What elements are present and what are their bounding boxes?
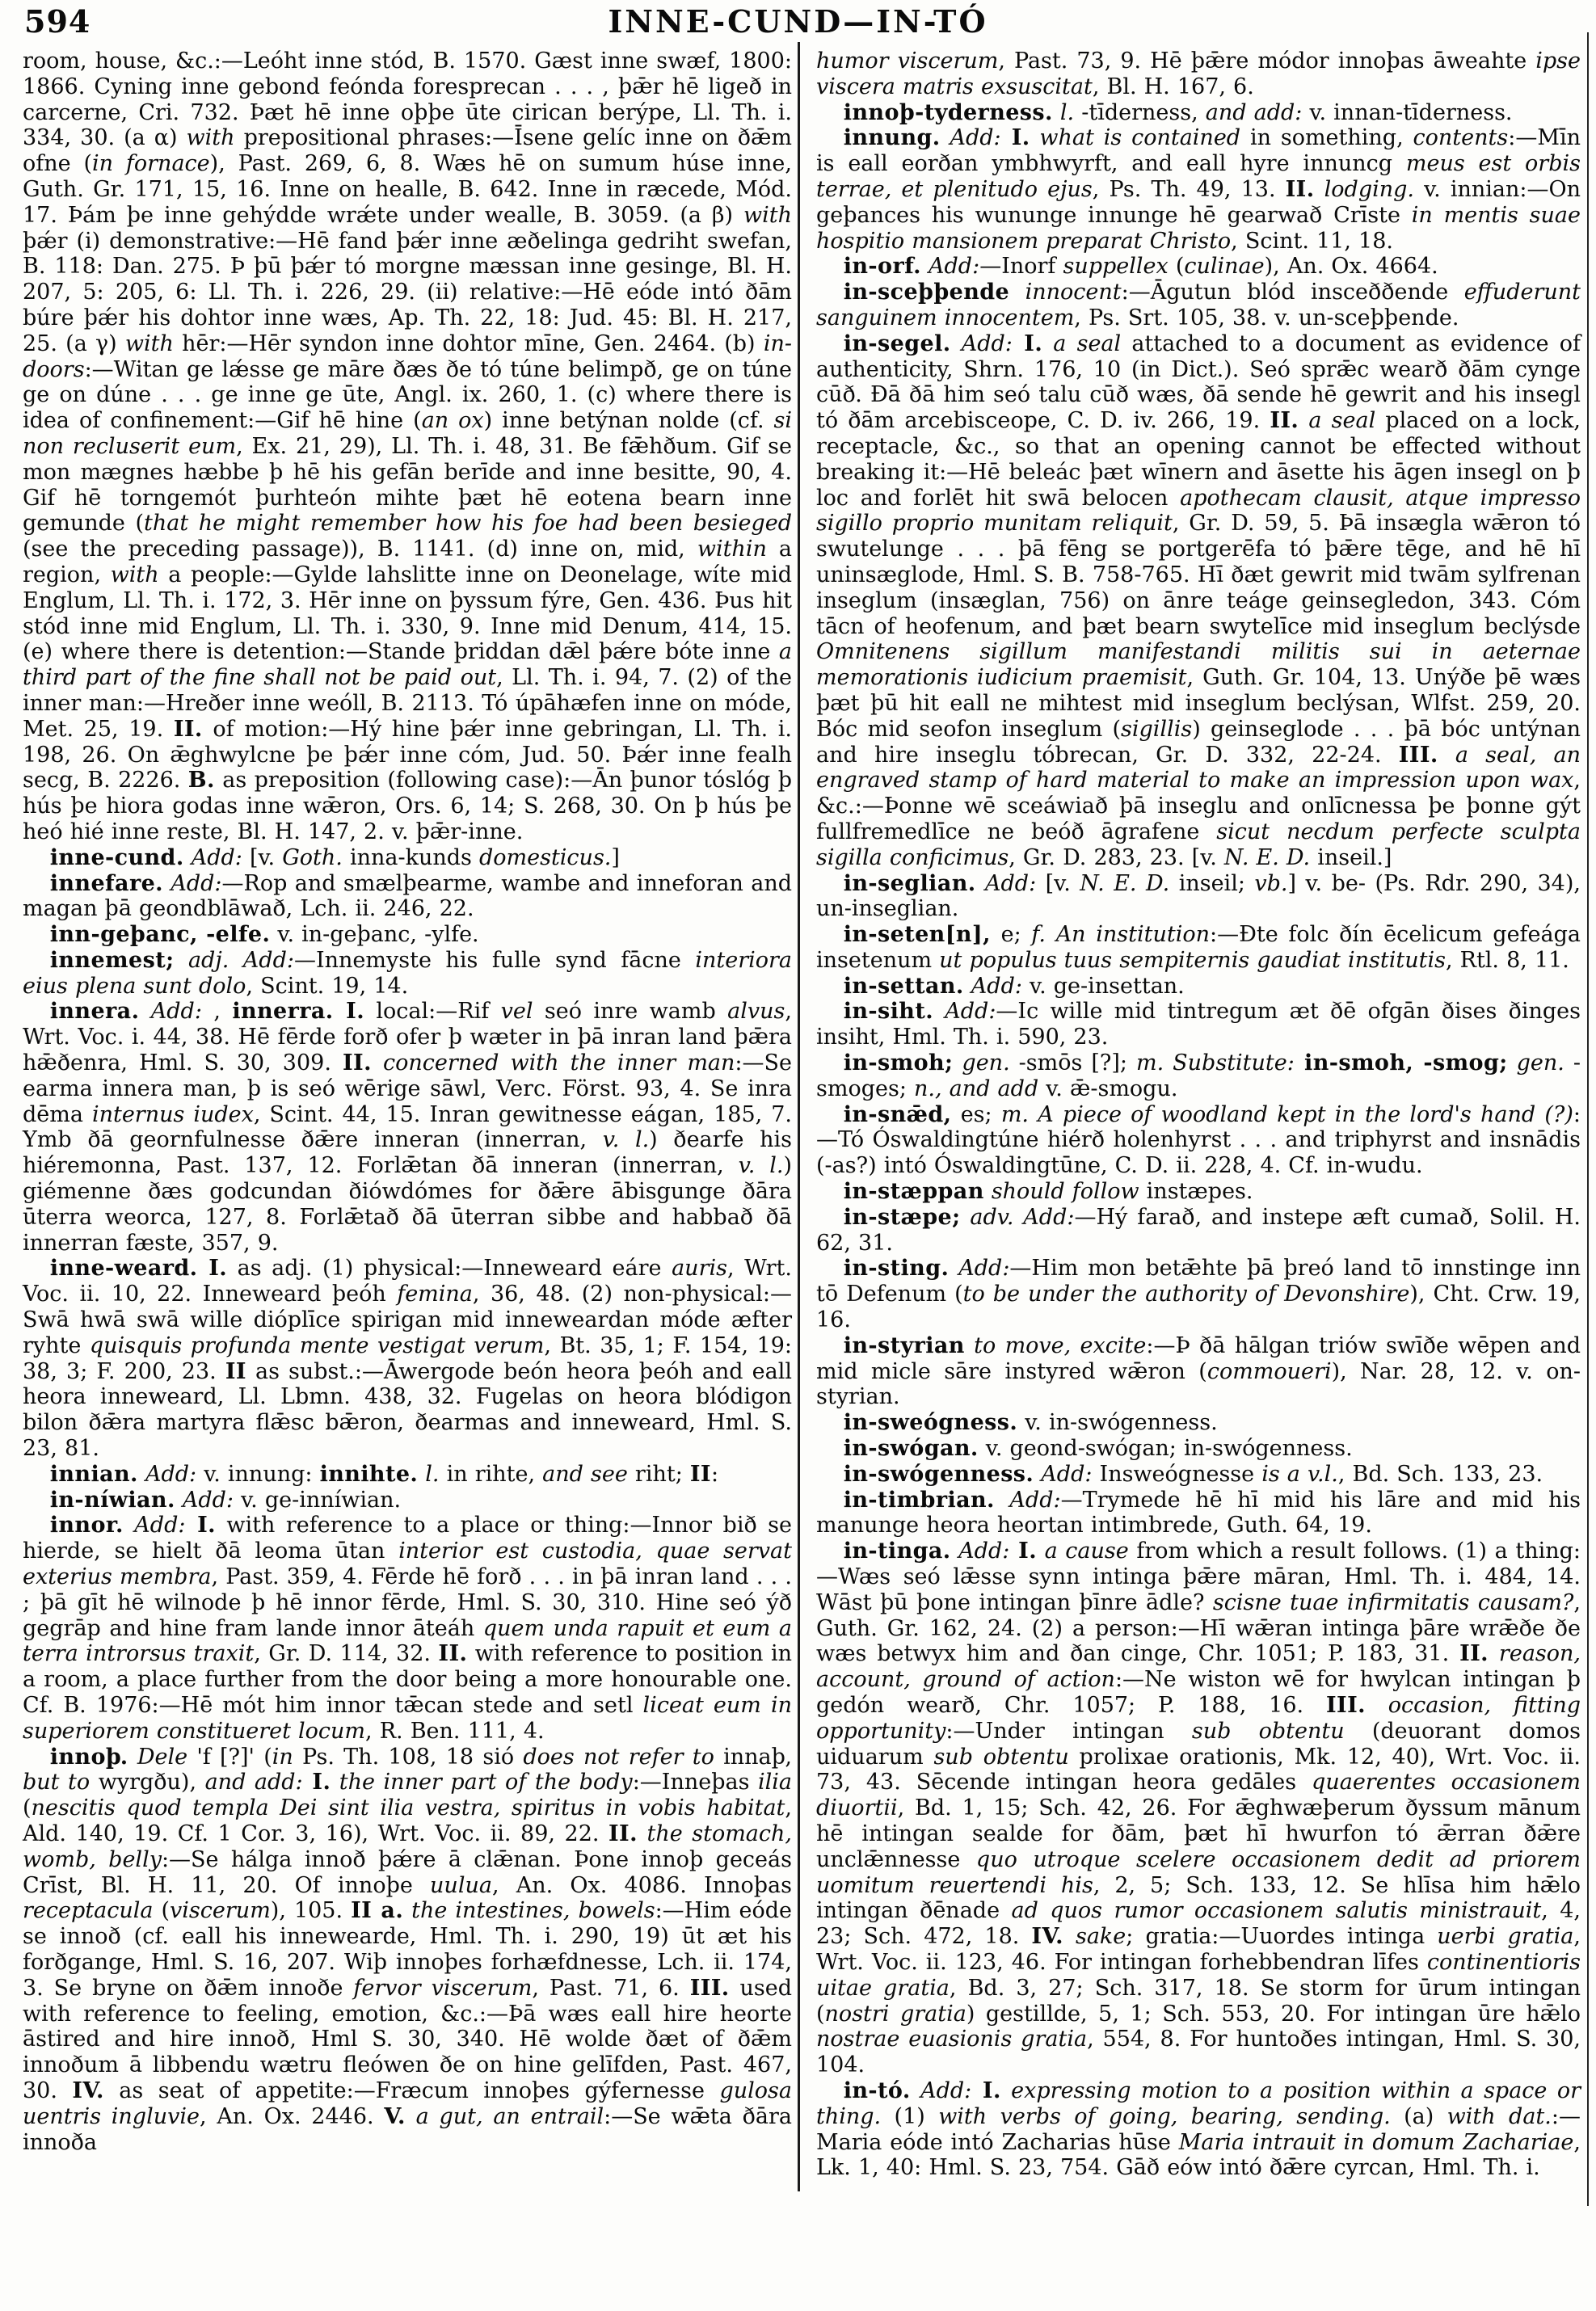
- dictionary-entry: in-styrian to move, excite:—Þ ðā hālgan triów swīðe wēpen and mid micle sāre instyred wǣron (commoueri), Nar. 28, 12. v. on-styrian.: [816, 1332, 1581, 1410]
- italic-run: and see: [542, 1461, 628, 1487]
- bold-run: in-settan.: [843, 973, 964, 999]
- italic-run: sigillis: [1121, 716, 1193, 742]
- dictionary-entry: in-swógenness. Add: Insweógnesse is a v.l., Bd. Sch. 133, 23.: [843, 1461, 1543, 1487]
- bold-run: II.: [438, 1641, 468, 1667]
- italic-run: a seal: [1042, 330, 1122, 356]
- left-column: [23, 48, 792, 2155]
- continuation-paragraph: room, house, &c.:—Leóht inne stód, B. 1570. Gæst inne swæf, 1800: 1866. Cyning inne gebond feónda foresprecan . . . , þǣr hē ligeð in carcerne, Cri. 732. Þæt hē inne oþþe ūte cirican berýpe, Ll. Th. i. 334, 30. (a α) with prepositional phrases:—Īsene gelíc inne on ðǣm ofne (in fornace), Past. 269, 6, 8. Wæs hē on sumum húse inne, Guth. Gr. 171, 15, 16. Inne on healle, B. 642. Inne in ræcede, Mód. 17. Þám þe inne gehýdde wrǽte under wealle, B. 3059. (a β) with þǽr (i) demonstrative:—Hē fand þǽr inne æðelinga gedriht swefan, B. 118: Dan. 275. Þ þū þǽr tó morgne mæssan inne gesinge, Bl. H. 207, 5: 205, 6: Ll. Th. i. 226, 29. (ii) relative:—Hē eóde intó ðām búre þǽr his dohtor inne wæs, Ap. Th. 22, 18: Jud. 45: Bl. H. 217, 25. (a γ) with hēr:—Hēr syndon inne dohtor mīne, Gen. 2464. (b) in-doors:—Witan ge lǽsse ge māre ðæs ðe tó túne belimpð, ge on túne ge on dúne . . . ge inne ge ūte, Angl. ix. 260, 1. (c) where there is idea of confinement:—Gif hē hine (an ox) inne betýnan nolde (cf. si non recluserit eum, Ex. 21, 29), Ll. Th. i. 48, 31. Be fǣhðum. Gif se mon mægnes hæbbe þ hē his gefān berīde and inne besitte, 90, 4. Gif hē torngemót þurhteón mihte þæt hē eotena bearn inne gemunde (that he might remember how his foe had been besieged (see the preceding passage)), B. 1141. (d) inne on, mid, within a region, with a people:—Gylde lahslitte inne on Deonelage, wíte mid Englum, Ll. Th. i. 172, 3. Hēr inne on þyssum fýre, Gen. 436. Þus hit stód inne mid Englum, Ll. Th. i. 330, 9. Inne mid Denum, 414, 15. (e) where there is detention:—Stande þriddan dǣl þǽre bóte inne a third part of the fine shall not be paid out, Ll. Th. i. 94, 7. (2) of the inner man:—Hreðer inne weóll, B. 2113. Tó úpāhæfen inne on móde, Met. 25, 19. II. of motion:—Hý hine þǽr inne gebringan, Ll. Th. i. 198, 26. On ǣghwylcne þe þǽr inne cóm, Jud. 50. Þǽr inne fealh secg, B. 2226. B. as preposition (following case):—Ān þunor tóslóg þ hús þe hiora godas inne wǣron, Ors. 6, 14; S. 268, 30. On þ hús þe heó hié inne reste, Bl. H. 147, 2. v. þǣr-inne.: [23, 48, 793, 844]
- italic-run: with: [186, 125, 235, 151]
- bold-run: in-siht.: [843, 999, 934, 1025]
- italic-run: fervor viscerum: [353, 1975, 533, 2001]
- dictionary-entry: in-swógan. v. geond-swógan; in-swógenness.: [843, 1436, 1353, 1462]
- italic-run: Add:: [975, 870, 1037, 896]
- italic-run: Add:: [933, 999, 996, 1025]
- bold-run: I.: [302, 1770, 331, 1795]
- bold-run: innemest;: [49, 947, 175, 973]
- italic-run: n., and add: [914, 1076, 1039, 1101]
- dictionary-entry: in-timbrian. Add:—Trymede hē hī mid his lāre and mid his manunge heora heortan intimbrede, Guth. 64, 19.: [816, 1487, 1581, 1539]
- italic-run: Omnitenens sigillum manifestandi militis sui in aeternae memorationis iudicium praemisit: [816, 639, 1581, 691]
- italic-run: l.: [418, 1461, 440, 1487]
- dictionary-entry: in-sweógness. v. in-swógenness.: [843, 1410, 1218, 1436]
- italic-run: ilia: [757, 1770, 792, 1795]
- italic-run: meus est orbis terrae, et plenitudo ejus: [816, 151, 1581, 202]
- italic-run: adv. Add:: [960, 1204, 1075, 1230]
- bold-run: in-swógenness.: [843, 1461, 1034, 1487]
- bold-run: I.: [197, 1256, 228, 1282]
- dictionary-entry: in-settan. Add: v. ge-insettan.: [843, 973, 1185, 999]
- italic-run: receptacula: [23, 1898, 154, 1924]
- italic-run: auris: [672, 1256, 727, 1282]
- bold-run: in-níwian.: [49, 1487, 175, 1513]
- italic-run: uerbi gratia: [1437, 1924, 1574, 1950]
- bold-run: I.: [1009, 1539, 1037, 1564]
- italic-run: should follow: [983, 1179, 1139, 1205]
- bold-run: in-sceþþende: [843, 280, 1010, 305]
- italic-run: is a v.l.: [1261, 1461, 1338, 1487]
- bold-run: in-smoh;: [843, 1050, 954, 1076]
- bold-run: I.: [971, 2077, 1001, 2103]
- italic-run: the intestines, bowels: [403, 1898, 655, 1924]
- dictionary-entry: in-orf. Add:—Inorf suppellex (culinae), An. Ox. 4664.: [843, 254, 1438, 280]
- italic-run: lodging.: [1314, 176, 1414, 202]
- italic-run: commoueri: [1206, 1358, 1332, 1384]
- italic-run: Maria intrauit in domum Zachariae: [1178, 2129, 1574, 2155]
- dictionary-entry: in-sting. Add:—Him mon betǣhte þā þreó land tō innstinge inn tō Defenum (to be under the authority of Devonshire), Cht. Crw. 19, 16.: [816, 1256, 1581, 1333]
- italic-run: Goth.: [282, 844, 343, 870]
- italic-run: Add:: [183, 844, 242, 870]
- italic-run: v. l.: [602, 1127, 650, 1153]
- italic-run: with dat.: [1447, 2103, 1552, 2129]
- dictionary-entry: in-stæppan should follow instæpes.: [843, 1179, 1253, 1205]
- italic-run: apothecam clausit, atque impresso sigillo proprio munitam reliquit: [816, 485, 1581, 537]
- italic-run: N. E. D.: [1223, 844, 1311, 870]
- dictionary-entry: innera. Add: , innerra. I. local:—Rif vel seó inre wamb alvus, Wrt. Voc. i. 44, 38. Hē fērde forð ofer þ wæter in þā inran land þǣra hǣðenra, Hml. S. 30, 309. II. concerned with the inner man:—Se earma innera man, þ is seó wērige sāwl, Verc. Först. 93, 4. Se inra dēma internus iudex, Scint. 44, 15. Inran gewitnesse eágan, 185, 7. Ymb ðā geornfulnesse ðǣre inneran (innerran, v. l.) ðearfe his hiéremonna, Past. 137, 12. Forlǣtan ðā inneran (innerran, v. l.) giémenne ðæs godcundan ðiówdómes for ðǣre ābisgunge ðāra ūterra weorca, 127, 8. Forlǣtað ðā ūterran sibbe and habbað ðā innerran fæste, 357, 9.: [23, 999, 793, 1256]
- dictionary-entry: innoþ-tyderness. l. -tīderness, and add: v. innan-tīderness.: [843, 99, 1513, 125]
- italic-run: sub obtentu: [933, 1744, 1069, 1770]
- italic-run: an ox: [421, 408, 484, 434]
- dictionary-entry: innung. Add: I. what is contained in something, contents:—Mīn is eall eorðan ymbhwyrft, and eall hyre innuncg meus est orbis terrae, et plenitudo ejus, Ps. Th. 49, 13. II. lodging. v. innian:—On geþances his wununge innunge hē gearwað Crīste in mentis suae hospitio mansionem preparat Christo, Scint. 11, 18.: [816, 125, 1581, 254]
- bold-run: in-sweógness.: [843, 1410, 1018, 1436]
- italic-run: expressing motion to a position within a space or thing.: [816, 2077, 1581, 2129]
- italic-run: that he might remember how his foe had been besieged: [143, 511, 792, 537]
- italic-run: Add:: [920, 254, 980, 280]
- bold-run: innoþ-tyderness.: [843, 99, 1053, 125]
- bold-run: B.: [187, 768, 215, 793]
- dictionary-entry: in-snǣd, es; m. A piece of woodland kept in the lord's hand (?):—Tó Óswaldingtúne hiérð holenhyrst . . . and triphyrst and insnādis (-as?) intó Óswaldingtūne, C. D. ii. 228, 4. Cf. in-wudu.: [816, 1101, 1581, 1179]
- bold-run: in-swógan.: [843, 1436, 979, 1462]
- dictionary-entry: in-siht. Add:—Ic wille mid tintregum æt ðē ofgān ðises ðinges insiht, Hml. Th. i. 590, 23.: [816, 999, 1581, 1050]
- italic-run: and add:: [204, 1770, 303, 1795]
- italic-run: Add:: [123, 1513, 186, 1539]
- dictionary-entry: in-seten[n], e; f. An institution:—Ðte folc ðín ēcelicum gefeága insetenum ut populus tuus sempiternis gaudiat institutis, Rtl. 8, 11.: [816, 922, 1581, 973]
- italic-run: sake: [1063, 1924, 1126, 1950]
- dictionary-entry: in-smoh; gen. -smōs [?]; m. Substitute: in-smoh, -smog; gen. -smoges; n., and add v. ǣ-smogu.: [816, 1050, 1581, 1101]
- bold-run: inne-cund.: [49, 844, 184, 870]
- italic-run: quaerentes occasionem diuortii: [816, 1770, 1581, 1821]
- dictionary-entry: innian. Add: v. innung: innihte. l. in rihte, and see riht; II:: [49, 1461, 719, 1487]
- italic-run: alvus: [727, 999, 785, 1025]
- bold-run: in-seglian.: [843, 870, 976, 896]
- italic-run: m. A piece of woodland kept in the lord's hand (?): [1000, 1101, 1573, 1127]
- bold-run: II.: [609, 1821, 638, 1846]
- italic-run: gen.: [1507, 1050, 1564, 1076]
- italic-run: with: [743, 202, 792, 228]
- bold-run: II.: [1285, 176, 1315, 202]
- italic-run: a seal: [1299, 408, 1376, 434]
- italic-run: nostri gratia: [824, 2001, 966, 2027]
- italic-run: and add:: [1205, 99, 1303, 125]
- italic-run: domesticus.: [478, 844, 612, 870]
- dictionary-entry: in-tinga. Add: I. a cause from which a result follows. (1) a thing:—Wæs seó lǣsse synn intinga þǣre māran, Hml. Th. i. 484, 14. Wāst þū þone intingan þīnre ādle? scisne tuae infirmitatis causam?, Guth. Gr. 162, 24. (2) a person:—Hī wǣran intinga þāre wrǣðe ðe wæs betwyx him and ðan cinge, Chr. 1051; P. 183, 31. II. reason, account, ground of action:—Ne wiston wē for hwylcan intingan þ gedón wearð, Chr. 1057; P. 188, 16. III. occasion, fitting opportunity:—Under intingan sub obtentu (deuorant domos uiduarum sub obtentu prolixae orationis, Mk. 12, 40), Wrt. Voc. ii. 73, 43. Sēcende intingan heora gedāles quaerentes occasionem diuortii, Bd. 1, 15; Sch. 42, 26. For ǣghwæþerum ðyssum mānum hē intingan sealde for ðām, þæt hī hwurfon tó ǣrran ðǣre unclǣnnesse quo utroque scelere occasionem dedit ad priorem uomitum reuertendi his, 2, 5; Sch. 133, 12. Se hlīsa him hǣlo intingan ðēnade ad quos rumor occasionem salutis ministrauit, 4, 23; Sch. 472, 18. IV. sake; gratia:—Uuordes intinga uerbi gratia, Wrt. Voc. ii. 123, 46. For intingan forhebbendran līfes continentioris uitae gratia, Bd. 3, 27; Sch. 317, 18. Se storm for ūrum intingan (nostri gratia) gestillde, 5, 1; Sch. 553, 20. For intingan ūre hǣlo nostrae euasionis gratia, 554, 8. For huntoðes intingan, Hml. S. 30, 104.: [816, 1539, 1581, 2078]
- italic-run: Add:: [949, 1256, 1010, 1282]
- italic-run: Add:: [910, 2077, 972, 2103]
- dictionary-entry: inne-cund. Add: [v. Goth. inna-kunds domesticus.]: [49, 844, 620, 870]
- continuation-paragraph: humor viscerum, Past. 73, 9. Hē þǣre módor innoþas āweahte ipse viscera matris exsuscitat, Bl. H. 167, 6.: [816, 48, 1581, 99]
- bold-run: I.: [1012, 330, 1043, 356]
- bold-run: in-tinga.: [843, 1539, 951, 1564]
- bold-run: in-orf.: [843, 254, 921, 280]
- bold-run: innor.: [49, 1513, 124, 1539]
- italic-run: the stomach, womb, belly: [23, 1821, 792, 1872]
- italic-run: Add:: [963, 973, 1022, 999]
- page-title: INNE-CUND—IN-TÓ: [608, 3, 988, 40]
- page-edge-rule: [1587, 32, 1589, 2206]
- dictionary-entry: in-sceþþende innocent:—Āgutun blód insceððende effuderunt sanguinem innocentem, Ps. Srt. 105, 38. v. un-sceþþende.: [816, 280, 1581, 330]
- column-divider-rule: [798, 42, 800, 2191]
- italic-run: viscerum: [170, 1898, 271, 1924]
- italic-run: Add:: [162, 870, 222, 896]
- italic-run: a seal, an engraved stamp of hard material to make an impression upon wax: [816, 742, 1581, 793]
- dictionary-entry: in-seglian. Add: [v. N. E. D. inseil; vb.] v. be- (Ps. Rdr. 290, 34), un-inseglian.: [816, 870, 1581, 922]
- italic-run: adj. Add:: [174, 947, 294, 973]
- bold-run: V.: [384, 2103, 406, 2129]
- bold-run: innerra.: [232, 999, 334, 1025]
- italic-run: femina: [397, 1282, 473, 1307]
- bold-run: I.: [185, 1513, 216, 1539]
- italic-run: does not refer to: [523, 1744, 714, 1770]
- italic-run: contents: [1413, 125, 1509, 151]
- italic-run: a third part of the fine shall not be paid out: [23, 639, 792, 691]
- italic-run: uulua: [430, 1872, 492, 1898]
- italic-run: ad quos rumor occasionem salutis ministrauit: [1011, 1898, 1542, 1924]
- bold-run: II a.: [351, 1898, 404, 1924]
- italic-run: Add:: [175, 1487, 234, 1513]
- italic-run: v. l.: [738, 1153, 784, 1179]
- italic-run: sub obtentu: [1191, 1718, 1345, 1744]
- italic-run: Add:: [950, 1539, 1010, 1564]
- bold-run: in-seten[n],: [843, 922, 991, 948]
- bold-run: III.: [1326, 1693, 1366, 1718]
- bold-run: innihte.: [319, 1461, 419, 1487]
- bold-run: innera.: [49, 999, 140, 1025]
- italic-run: nescitis quod templa Dei sint ilia vestra, spiritus in vobis habitat: [31, 1795, 785, 1821]
- bold-run: III.: [1398, 742, 1438, 768]
- italic-run: a cause: [1037, 1539, 1129, 1564]
- italic-run: scisne tuae infirmitatis causam?: [1212, 1589, 1574, 1615]
- bold-run: in-sting.: [843, 1256, 950, 1282]
- dictionary-entry: in-stæpe; adv. Add:—Hý farað, and instepe æft cumað, Solil. H. 62, 31.: [816, 1204, 1581, 1256]
- italic-run: quem unda rapuit et eum a terra introrsus traxit: [23, 1615, 792, 1667]
- italic-run: but to: [23, 1770, 91, 1795]
- italic-run: innocent: [1009, 280, 1122, 305]
- italic-run: ipse viscera matris exsuscitat: [816, 48, 1581, 99]
- italic-run: Add:: [137, 1461, 197, 1487]
- bold-run: IV.: [1031, 1924, 1063, 1950]
- italic-run: humor viscerum: [816, 48, 999, 74]
- bold-run: inn-geþanc, -elfe.: [49, 922, 271, 948]
- bold-run: in-stæpe;: [843, 1204, 961, 1230]
- italic-run: in-doors: [23, 330, 792, 382]
- bold-run: in-styrian: [843, 1332, 965, 1358]
- italic-run: liceat eum in superiorem constitueret locum: [23, 1693, 793, 1744]
- italic-run: concerned with the inner man: [371, 1050, 735, 1076]
- bold-run: in-snǣd,: [843, 1101, 952, 1127]
- dictionary-entry: innoþ. Dele 'f [?]' (in Ps. Th. 108, 18 sió does not refer to innaþ, but to wyrgðu), and add: I. the inner part of the body:—Inneþas ilia (nescitis quod templa Dei sint ilia vestra, spiritus in vobis habitat, Ald. 140, 19. Cf. 1 Cor. 3, 16), Wrt. Voc. ii. 89, 22. II. the stomach, womb, belly:—Se hálga innoð þǽre ā clǣnan. Þone innoþ geceás Crīst, Bl. H. 11, 20. Of innoþe uulua, An. Ox. 4086. Innoþas receptacula (viscerum), 105. II a. the intestines, bowels:—Him eóde se innoð (cf. eall his innewearde, Hml. Th. i. 290, 19) ūt æt his forðgange, Hml. S. 16, 207. Wiþ innoþes forhæfdnesse, Lch. ii. 174, 3. Se bryne on ðǣm innoðe fervor viscerum, Past. 71, 6. III. used with reference to feeling, emotion, &c.:—Þā wæs eall hire heorte āstired and hire innoð, Hml S. 30, 340. Hē wolde ðæt of ðǣm innoðum ā libbendu wætru fleówen ðe on hine gelīfden, Past. 467, 30. IV. as seat of appetite:—Fræcum innoþes gýfernesse gulosa uentris ingluvie, An. Ox. 2446. V. a gut, an entrail:—Se wǣta ðāra innoða: [23, 1744, 793, 2155]
- italic-run: occasion, fitting opportunity: [816, 1693, 1581, 1744]
- italic-run: suppellex: [1063, 254, 1169, 280]
- bold-run: I.: [1000, 125, 1030, 151]
- bold-run: innoþ.: [49, 1744, 128, 1770]
- italic-run: in fornace: [92, 151, 210, 177]
- italic-run: si non recluserit eum: [23, 408, 792, 459]
- bold-run: in-segel.: [843, 330, 951, 356]
- italic-run: continentioris uitae gratia: [816, 1949, 1581, 2001]
- bold-run: II: [225, 1358, 246, 1384]
- dictionary-entry: innefare. Add:—Rop and smælþearme, wambe and inneforan and magan þā geondblāwað, Lch. ii. 246, 22.: [23, 870, 792, 922]
- bold-run: in-tó.: [843, 2077, 911, 2103]
- italic-run: in mentis suae hospitio mansionem preparat Christo: [816, 202, 1581, 254]
- italic-run: with: [110, 562, 159, 587]
- italic-run: with: [124, 330, 174, 356]
- italic-run: vel: [500, 999, 533, 1025]
- italic-run: Add:: [1034, 1461, 1093, 1487]
- italic-run: m. Substitute:: [1135, 1050, 1295, 1076]
- bold-run: II.: [1270, 408, 1299, 434]
- bold-run: innung.: [843, 125, 941, 151]
- dictionary-entry: in-segel. Add: I. a seal attached to a document as evidence of authenticity, Shrn. 176, 10 (in Dict.). Seó sprǣc wearð ðām cynge cūð. Ðā ðā him seó talu cūð wæs, ðā sende hē gewrit and his insegl tó ðām arcebisceope, C. D. iv. 266, 19. II. a seal placed on a lock, receptacle, &c., so that an opening cannot be effected without breaking it:—Hē beleác þæt wīnern and āsette his āgen insegl on þ loc and forlēt hit swā belocen apothecam clausit, atque impresso sigillo proprio munitam reliquit, Gr. D. 59, 5. Þā insægla wǣron tó swutelunge . . . þā fēng se portgerēfa tó þǣre tēge, and hē hī uninsæglode, Hml. S. B. 758-765. Hī ðæt gewrit mid twām sylfrenan inseglum (insæglan, 756) on ānre teáge geinsegledon, 343. Cóm tācn of heofenum, and þæt bearn swytelīce mid inseglum beclýsde Omnitenens sigillum manifestandi militis sui in aeternae memorationis iudicium praemisit, Guth. Gr. 104, 13. Unýðe þē wæs þæt þū hit eall ne mihtest mid inseglum beclýsan, Wlfst. 259, 20. Bóc mid seofon inseglum (sigillis) geinseglode . . . þā bóc untýnan and hire inseglu tóbrecan, Gr. D. 332, 22-24. III. a seal, an engraved stamp of hard material to make an impression upon wax, &c.:—Þonne wē sceáwiað þā inseglu and onlīcnessa þe þonne gýt fullfremedlīce ne beóð āgrafene sicut necdum perfecte sculpta sigilla conficimus, Gr. D. 283, 23. [v. N. E. D. inseil.]: [816, 330, 1581, 870]
- bold-run: II.: [343, 1050, 372, 1076]
- italic-run: ut populus tuus sempiternis gaudiat institutis: [939, 947, 1446, 973]
- italic-run: N. E. D.: [1080, 870, 1170, 896]
- italic-run: Add:: [940, 125, 1001, 151]
- bold-run: IV.: [72, 2077, 104, 2103]
- dictionary-entry: in-níwian. Add: v. ge-inníwian.: [49, 1487, 402, 1513]
- italic-run: l.: [1052, 99, 1075, 125]
- italic-run: Add:: [950, 330, 1013, 356]
- italic-run: f. An institution: [1031, 922, 1211, 948]
- italic-run: reason, account, ground of action: [816, 1641, 1581, 1693]
- dictionary-entry: inne-weard. I. as adj. (1) physical:—Inneweard eáre auris, Wrt. Voc. ii. 10, 22. Inneweard þeóh femina, 36, 48. (2) non-physical:—Swā hwā swā wille dióplīce spirigan mid inneweardan móde æfter ryhte quisquis profunda mente vestigat verum, Bt. 35, 1; F. 154, 19: 38, 3; F. 200, 23. II as subst.:—Āwergode beón heora þeóh and eall heora inneweard, Ll. Lbmn. 438, 32. Fugelas on heora blódigon bilon ðǣra martyra flǣsc bǣron, ðearmas and inneweard, Hml. S. 23, 81.: [23, 1256, 793, 1462]
- italic-run: effuderunt sanguinem innocentem: [816, 280, 1581, 330]
- dictionary-entry: in-tó. Add: I. expressing motion to a position within a space or thing. (1) with verbs of going, bearing, sending. (a) with dat.:—Maria eóde intó Zacharias hūse Maria intrauit in domum Zachariae, Lk. 1, 40: Hml. S. 23, 754. Gāð eów intó ðǣre cyrcan, Hml. Th. i.: [816, 2077, 1581, 2181]
- italic-run: what is contained: [1030, 125, 1241, 151]
- italic-run: in: [272, 1744, 293, 1770]
- italic-run: Add:: [994, 1487, 1061, 1513]
- italic-run: sicut necdum perfecte sculpta sigilla conficimus: [816, 819, 1581, 870]
- italic-run: to move, excite: [964, 1332, 1147, 1358]
- italic-run: a gut, an entrail: [405, 2103, 604, 2129]
- italic-run: the inner part of the body: [331, 1770, 633, 1795]
- italic-run: interior est custodia, quae servat exterius membra: [23, 1539, 792, 1590]
- italic-run: interiora eius plena sunt dolo: [23, 947, 792, 999]
- italic-run: gen.: [953, 1050, 1010, 1076]
- bold-run: II.: [173, 716, 203, 742]
- italic-run: Dele: [128, 1744, 188, 1770]
- italic-run: quo utroque scelere occasionem dedit ad priorem uomitum reuertendi his: [816, 1846, 1581, 1898]
- italic-run: gulosa uentris ingluvie: [23, 2077, 792, 2129]
- bold-run: I.: [333, 999, 365, 1025]
- bold-run: III.: [689, 1975, 730, 2001]
- bold-run: innefare.: [49, 870, 163, 896]
- italic-run: vb.: [1254, 870, 1288, 896]
- italic-run: within: [697, 537, 767, 562]
- italic-run: nostrae euasionis gratia: [816, 2027, 1088, 2052]
- bold-run: II.: [1459, 1641, 1489, 1667]
- right-column: [816, 48, 1581, 2181]
- bold-run: in-stæppan: [843, 1179, 984, 1205]
- italic-run: internus iudex: [91, 1101, 254, 1127]
- italic-run: to be under the authority of Devonshire: [962, 1282, 1410, 1307]
- italic-run: quisquis profunda mente vestigat verum: [89, 1332, 545, 1358]
- italic-run: Add:: [139, 999, 202, 1025]
- bold-run: innian.: [49, 1461, 138, 1487]
- italic-run: with verbs of going, bearing, sending.: [938, 2103, 1391, 2129]
- bold-run: in-smoh, -smog;: [1294, 1050, 1508, 1076]
- dictionary-entry: innemest; adj. Add:—Innemyste his fulle synd fācne interiora eius plena sunt dolo, Scint. 19, 14.: [23, 947, 792, 999]
- italic-run: culinae: [1184, 254, 1265, 280]
- bold-run: inne-weard.: [49, 1256, 198, 1282]
- dictionary-entry: innor. Add: I. with reference to a place or thing:—Innor bið se hierde, se hielt ðā leoma ūtan interior est custodia, quae servat exterius membra, Past. 359, 4. Fērde hē forð . . . in þā inran land . . . ; þā gīt hē wilnode þ hē innor fērde, Hml. S. 30, 310. Hine seó ýð gegrāp and hine fram lande innor āteáh quem unda rapuit et eum a terra introrsus traxit, Gr. D. 114, 32. II. with reference to position in a room, a place further from the door being a more honourable one. Cf. B. 1976:—Hē mót him innor tǣcan stede and setl liceat eum in superiorem constitueret locum, R. Ben. 111, 4.: [23, 1513, 793, 1744]
- bold-run: II: [689, 1461, 711, 1487]
- page-number: 594: [24, 3, 91, 40]
- bold-run: in-timbrian.: [843, 1487, 995, 1513]
- dictionary-entry: inn-geþanc, -elfe. v. in-geþanc, -ylfe.: [49, 922, 479, 948]
